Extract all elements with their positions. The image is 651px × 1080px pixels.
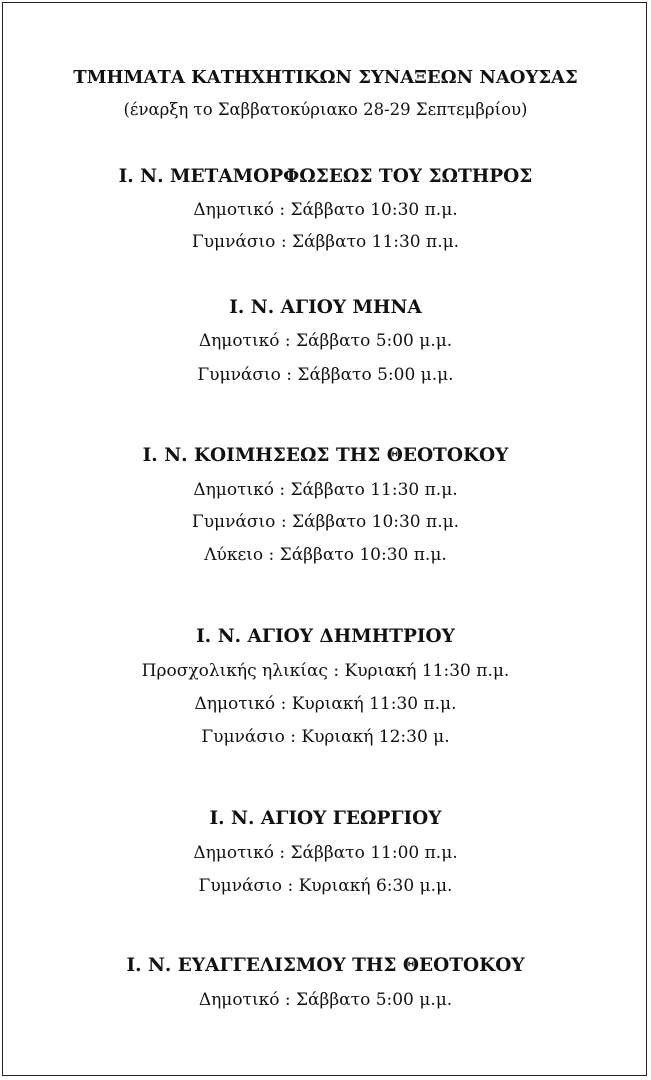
schedule-entry: Γυμνάσιο : Σάββατο 5:00 μ.μ.	[197, 365, 454, 385]
schedule-entry: Δημοτικό : Σάββατο 5:00 μ.μ.	[198, 331, 453, 351]
section-heading-agios-georgios: Ι. Ν. ΑΓΙΟΥ ΓΕΩΡΓΙΟΥ	[209, 808, 442, 829]
section-heading-agios-minas: Ι. Ν. ΑΓΙΟΥ ΜΗΝΑ	[229, 297, 422, 318]
section-heading-metamorfosi: Ι. Ν. ΜΕΤΑΜΟΡΦΩΣΕΩΣ ΤΟΥ ΣΩΤΗΡΟΣ	[118, 166, 533, 187]
schedule-entry: Δημοτικό : Σάββατο 11:00 π.μ.	[193, 843, 458, 863]
section-heading-agios-dimitrios: Ι. Ν. ΑΓΙΟΥ ΔΗΜΗΤΡΙΟΥ	[196, 626, 455, 647]
page-title: ΤΜΗΜΑΤΑ ΚΑΤΗΧΗΤΙΚΩΝ ΣΥΝΑΞΕΩΝ ΝΑΟΥΣΑΣ	[73, 67, 578, 88]
section-heading-koimisi: Ι. Ν. ΚΟΙΜΗΣΕΩΣ ΤΗΣ ΘΕΟΤΟΚΟΥ	[142, 445, 509, 466]
schedule-entry: Δημοτικό : Κυριακή 11:30 π.μ.	[194, 694, 457, 714]
schedule-entry: Γυμνάσιο : Σάββατο 11:30 π.μ.	[191, 232, 460, 252]
schedule-entry: Λύκειο : Σάββατο 10:30 π.μ.	[204, 545, 447, 565]
schedule-entry: Δημοτικό : Σάββατο 5:00 μ.μ.	[198, 990, 453, 1010]
schedule-entry: Δημοτικό : Σάββατο 11:30 π.μ.	[193, 480, 458, 500]
schedule-entry: Γυμνάσιο : Κυριακή 12:30 μ.	[201, 727, 450, 747]
section-heading-evangelismos: Ι. Ν. ΕΥΑΓΓΕΛΙΣΜΟΥ ΤΗΣ ΘΕΟΤΟΚΟΥ	[126, 955, 525, 976]
schedule-entry: Γυμνάσιο : Κυριακή 6:30 μ.μ.	[198, 876, 453, 896]
schedule-entry: Δημοτικό : Σάββατο 10:30 π.μ.	[193, 200, 458, 220]
schedule-entry: Γυμνάσιο : Σάββατο 10:30 π.μ.	[191, 512, 460, 532]
page-subtitle: (έναρξη το Σαββατοκύριακο 28-29 Σεπτεμβρίου)	[123, 100, 528, 119]
schedule-entry: Προσχολικής ηλικίας : Κυριακή 11:30 π.μ.	[141, 661, 510, 681]
